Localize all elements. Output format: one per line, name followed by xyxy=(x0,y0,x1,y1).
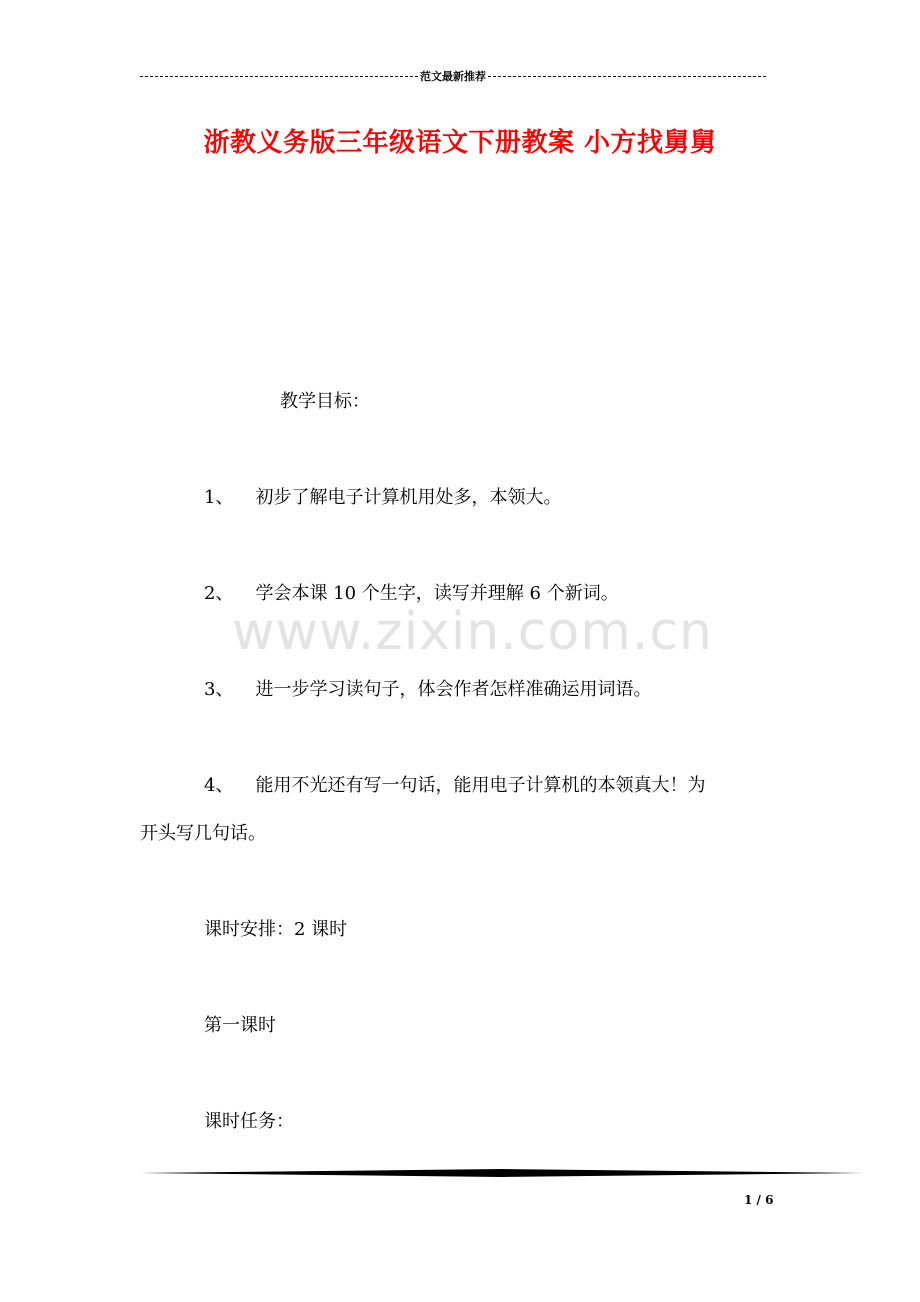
objectives-heading: 教学目标： xyxy=(280,391,370,412)
header-dash-right xyxy=(488,76,766,77)
objective-text: 进一步学习读句子，体会作者怎样准确运用词语。 xyxy=(255,679,652,700)
header-dash-left xyxy=(140,76,418,77)
objective-item-3 xyxy=(204,678,651,702)
footer-rule xyxy=(140,1168,864,1178)
document-title: 浙教义务版三年级语文下册教案 小方找舅舅 xyxy=(203,128,717,158)
watermark: www.zixin.com.cn xyxy=(232,602,713,662)
objective-number: 3、 xyxy=(204,679,234,700)
objective-number: 4、 xyxy=(204,775,234,796)
objective-item-4 xyxy=(204,774,705,798)
lesson-tasks-heading: 课时任务： xyxy=(204,1111,294,1132)
objective-text: 初步了解电子计算机用处多，本领大。 xyxy=(255,487,562,508)
objective-item-4-continuation: 开头写几句话。 xyxy=(140,823,266,844)
objective-text: 学会本课 10 个生字，读写并理解 6 个新词。 xyxy=(255,583,619,604)
lesson-heading: 第一课时 xyxy=(204,1015,276,1036)
page-header xyxy=(140,68,766,84)
objective-number: 2、 xyxy=(204,583,234,604)
lesson-schedule: 课时安排：2 课时 xyxy=(204,919,348,940)
page-number: 1 / 6 xyxy=(744,1193,774,1207)
header-label: 范文最新推荐 xyxy=(420,70,486,83)
objective-number: 1、 xyxy=(204,487,234,508)
objective-text: 能用不光还有写一句话，能用电子计算机的本领真大！为 xyxy=(255,775,706,796)
objective-item-1 xyxy=(204,486,561,510)
